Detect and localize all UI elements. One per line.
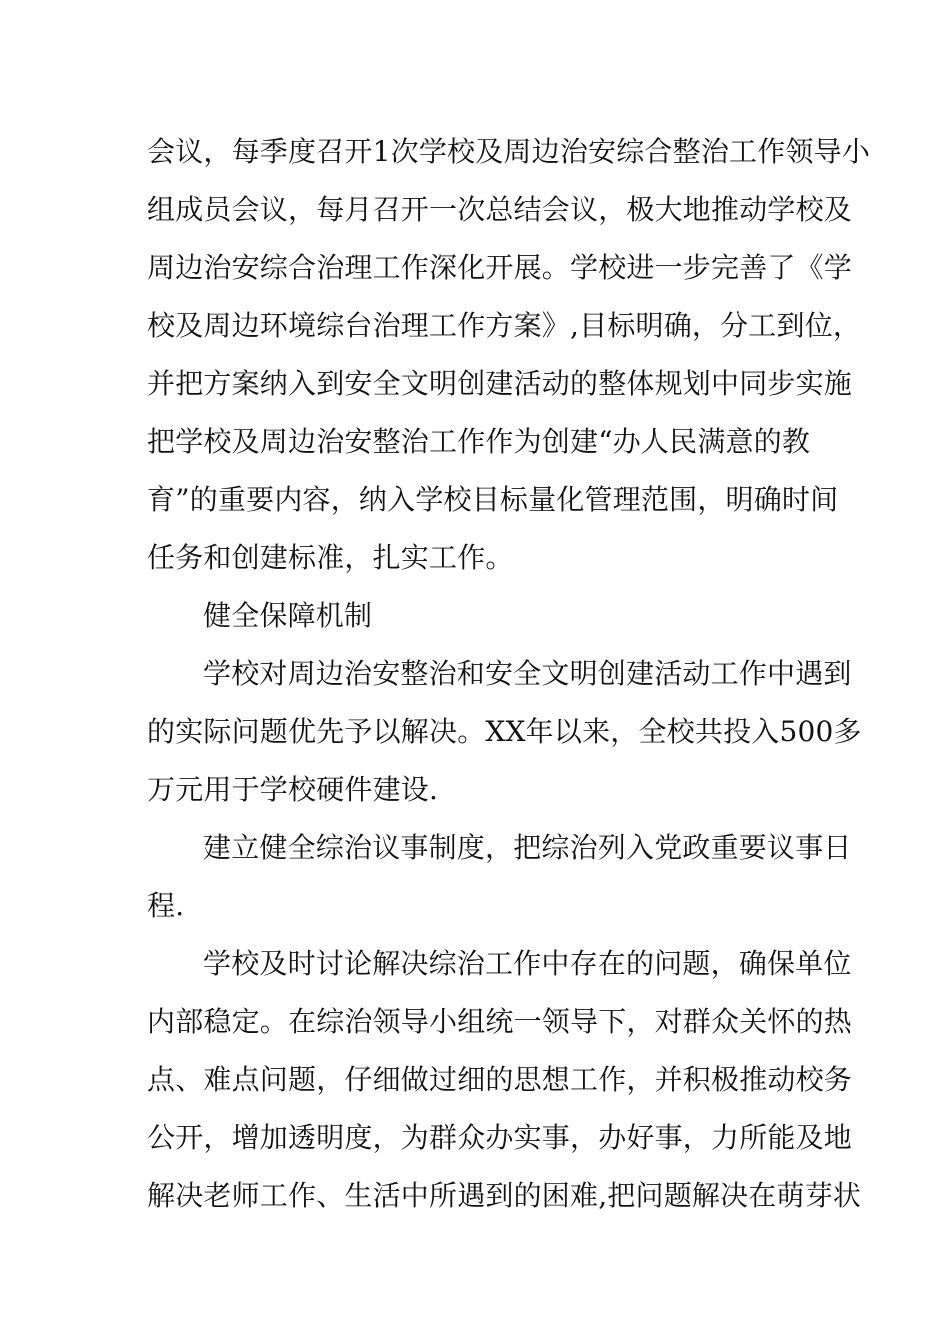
text-line: 会议，每季度召开1次学校及周边治安综合整治工作领导小 — [147, 135, 871, 168]
text-line: 周边治安综合治理工作深化开展。学校进一步完善了《学 — [147, 251, 853, 284]
text-line: 校及周边环境综台治理工作方案》,目标明确，分工到位， — [147, 309, 862, 342]
text-line: 内部稳定。在综治领导小组统一领导下，对群众关怀的热 — [147, 1005, 853, 1038]
text-line: 的实际问题优先予以解决。XX年以来，全校共投入500多 — [147, 715, 862, 748]
text-line: 建立健全综治议事制度，把综治列入党政重要议事日 — [203, 831, 852, 864]
text-line: 学校及时讨论解决综治工作中存在的问题，确保单位 — [203, 947, 852, 980]
text-line: 任务和创建标准，扎实工作。 — [147, 541, 514, 574]
text-line: 育”的重要内容，纳入学校目标量化管理范围，明确时间 — [147, 483, 839, 516]
text-line: 公开，增加透明度，为群众办实事，办好事，力所能及地 — [147, 1121, 853, 1154]
text-line: 并把方案纳入到安全文明创建活动的整体规划中同步实施 — [147, 367, 853, 400]
text-line: 点、难点问题，仔细做过细的思想工作，并积极推动校务 — [147, 1063, 853, 1096]
text-line: 把学校及周边治安整治工作作为创建“办人民满意的教 — [147, 425, 811, 458]
text-line: 组成员会议，每月召开一次总结会议，极大地推动学校及 — [147, 193, 853, 226]
text-line: 解决老师工作、生活中所遇到的困难,把问题解决在萌芽状 — [147, 1179, 862, 1212]
text-line: 学校对周边治安整治和安全文明创建活动工作中遇到 — [203, 657, 852, 690]
section-heading: 健全保障机制 — [203, 599, 373, 632]
text-line: 万元用于学校硬件建设. — [147, 773, 439, 806]
text-line: 程. — [147, 889, 185, 922]
